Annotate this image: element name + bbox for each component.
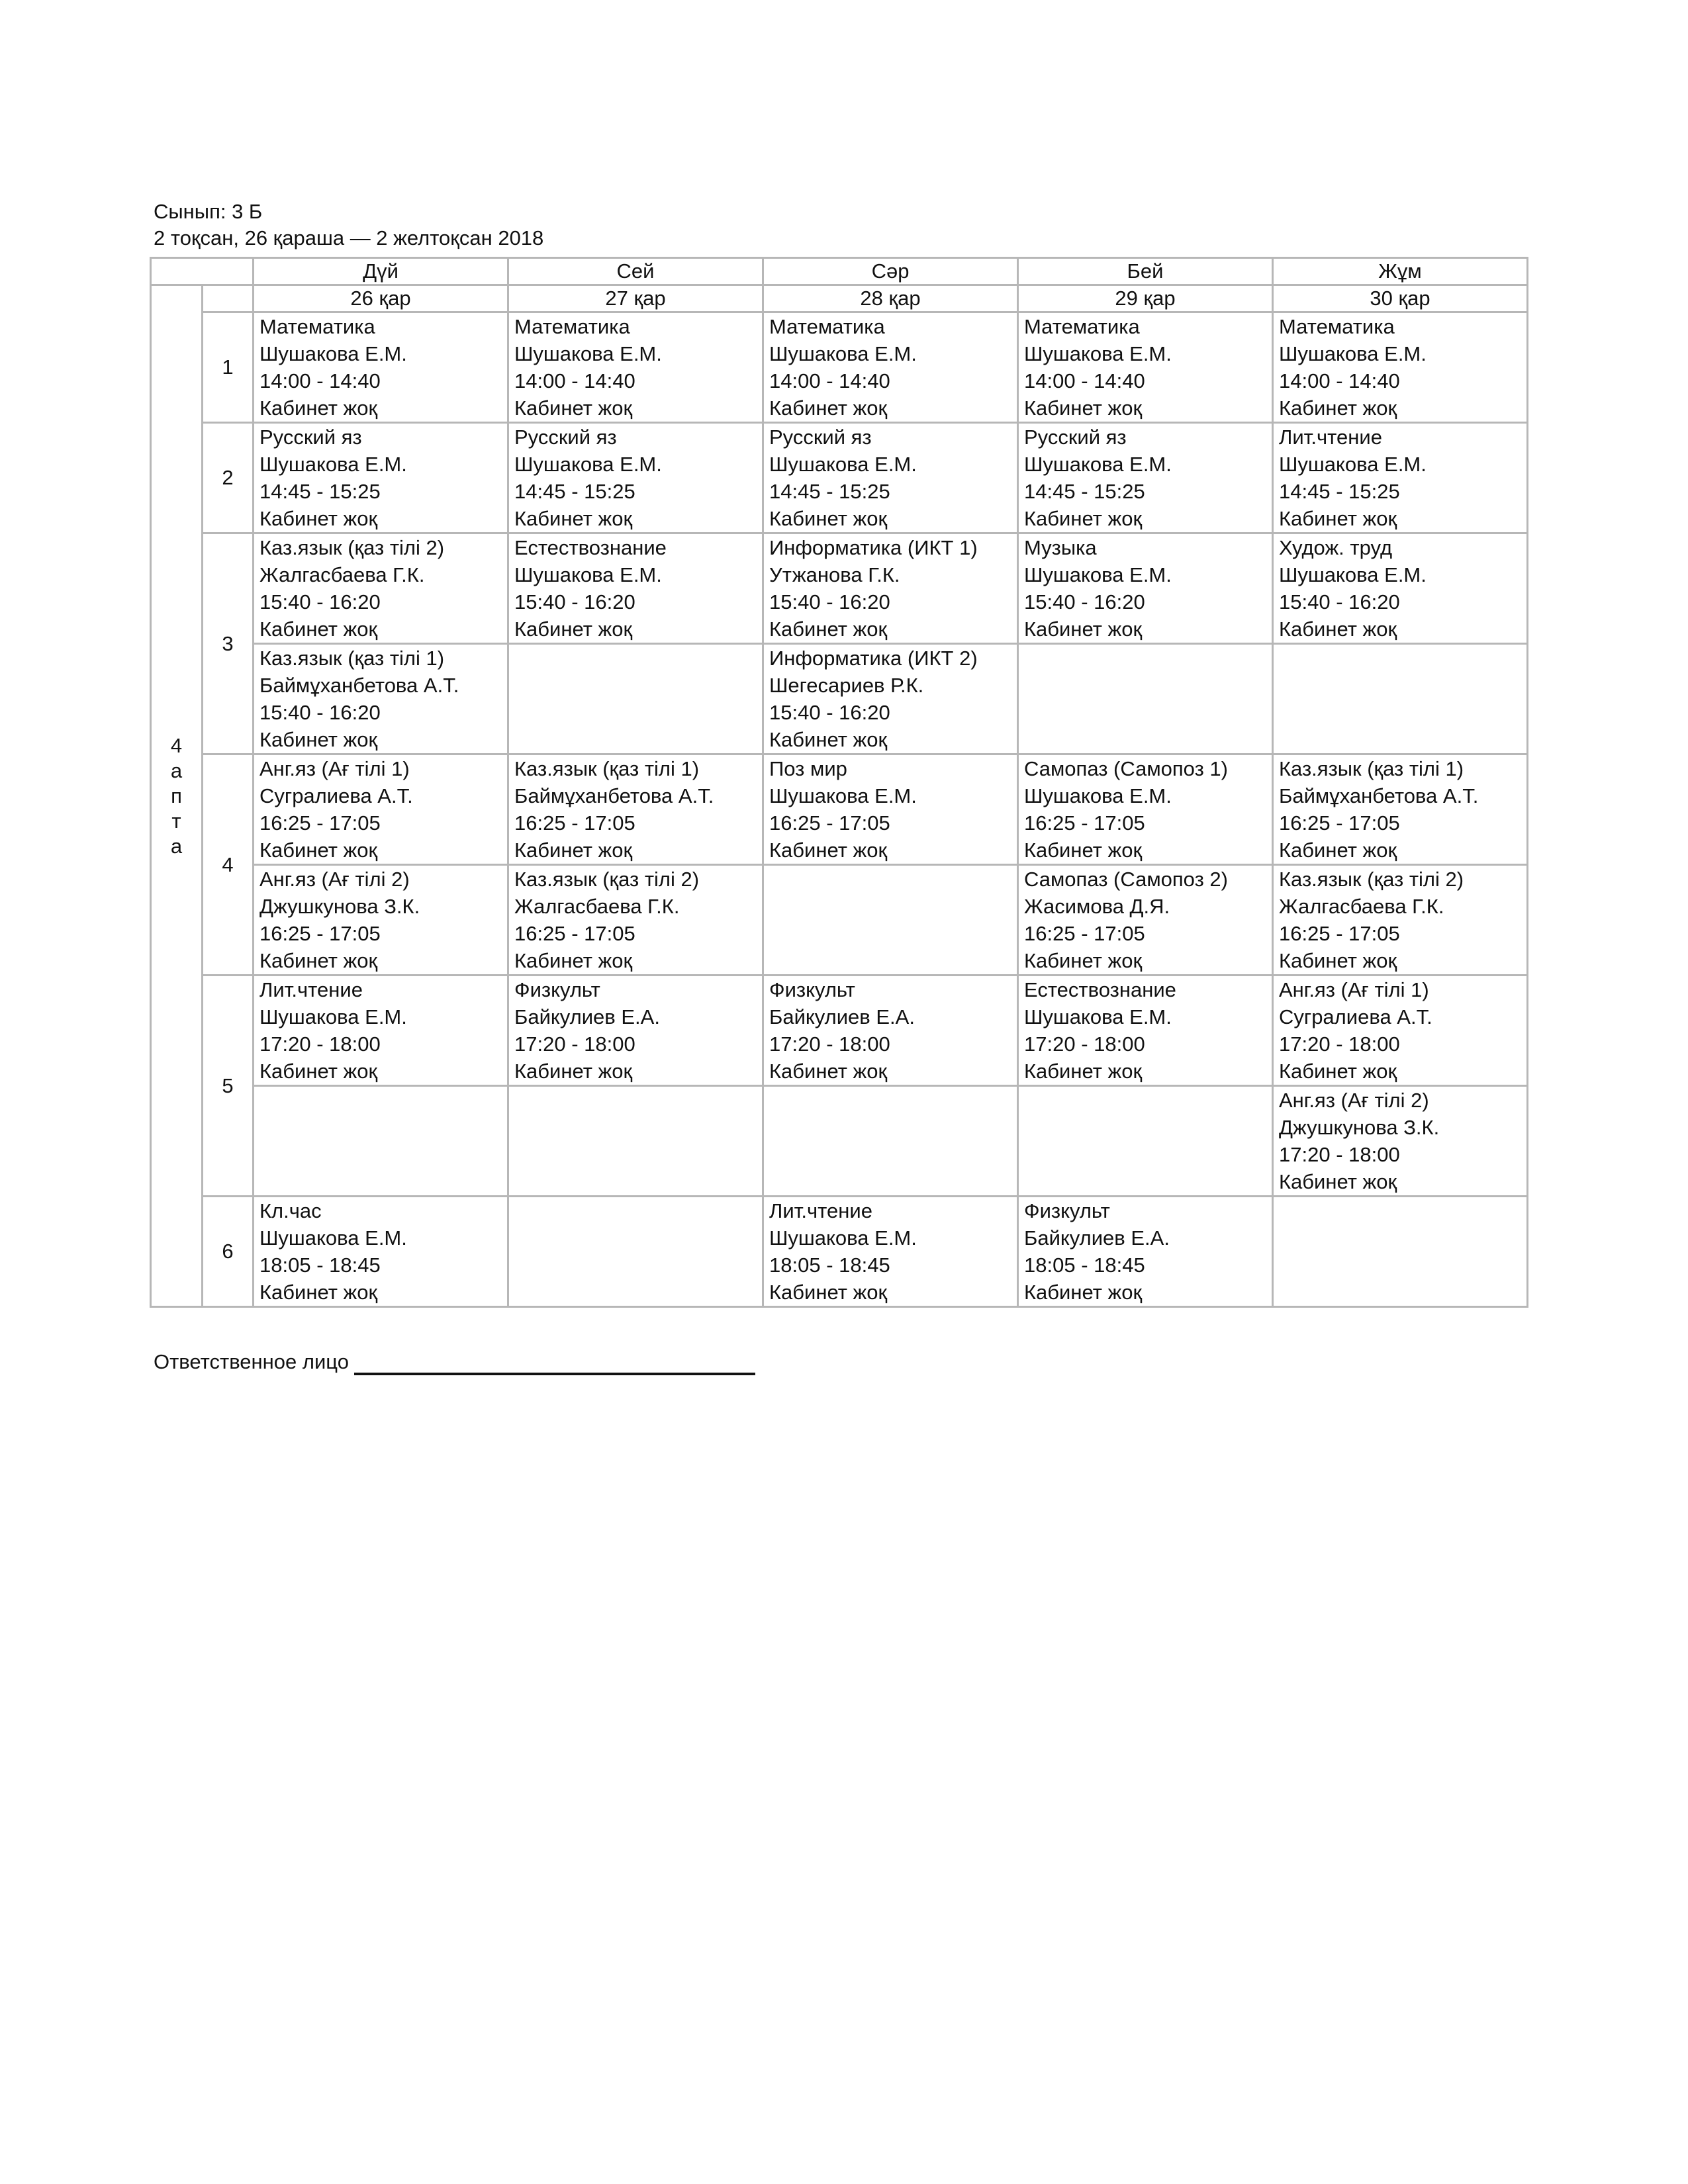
lesson-time: 17:20 - 18:00 bbox=[259, 1032, 381, 1056]
lesson-subject: Анг.яз (Ағ тілі 1) bbox=[1279, 978, 1429, 1001]
lesson-time: 15:40 - 16:20 bbox=[259, 590, 381, 614]
lesson-teacher: Шушакова Е.М. bbox=[259, 1226, 407, 1250]
lesson-room: Кабинет жоқ bbox=[1024, 839, 1143, 862]
lesson-room: Кабинет жоқ bbox=[259, 507, 378, 530]
day-header: Жұм bbox=[1273, 258, 1528, 285]
lesson-subject: Музыка bbox=[1024, 536, 1097, 559]
lesson-teacher: Сугралиева А.Т. bbox=[259, 784, 413, 807]
lesson-room: Кабинет жоқ bbox=[769, 1281, 888, 1304]
lesson-room: Кабинет жоқ bbox=[514, 949, 633, 972]
lesson-room: Кабинет жоқ bbox=[1279, 396, 1397, 420]
lesson-room: Кабинет жоқ bbox=[769, 1060, 888, 1083]
lesson-room: Кабинет жоқ bbox=[769, 617, 888, 641]
lesson-teacher: Баймұханбетова А.Т. bbox=[1279, 784, 1479, 807]
lesson-teacher: Сугралиева А.Т. bbox=[1279, 1005, 1432, 1028]
lesson-time: 16:25 - 17:05 bbox=[1279, 922, 1400, 945]
lesson-cell bbox=[1018, 865, 1273, 976]
lesson-cell bbox=[763, 423, 1018, 533]
lesson-time: 15:40 - 16:20 bbox=[259, 701, 381, 724]
day-header: Сей bbox=[508, 258, 763, 285]
date-header-row bbox=[151, 285, 1528, 312]
lesson-cell bbox=[508, 754, 763, 865]
lesson-time: 17:20 - 18:00 bbox=[769, 1032, 890, 1056]
lesson-row bbox=[151, 644, 1528, 754]
lesson-room: Кабинет жоқ bbox=[259, 1060, 378, 1083]
lesson-room: Кабинет жоқ bbox=[1279, 949, 1397, 972]
lesson-cell bbox=[254, 976, 508, 1086]
lesson-room: Кабинет жоқ bbox=[1024, 617, 1143, 641]
lesson-cell bbox=[763, 644, 1018, 754]
day-header: Дүй bbox=[254, 258, 508, 285]
lesson-time: 14:45 - 15:25 bbox=[1024, 480, 1145, 503]
lesson-subject: Каз.язык (қаз тілі 1) bbox=[1279, 757, 1464, 780]
lesson-cell bbox=[1018, 754, 1273, 865]
lesson-subject: Естествознание bbox=[1024, 978, 1176, 1001]
week-label-char: т bbox=[171, 809, 181, 833]
lesson-cell bbox=[254, 644, 508, 754]
lesson-teacher: Шушакова Е.М. bbox=[259, 453, 407, 476]
lesson-teacher: Шушакова Е.М. bbox=[259, 1005, 407, 1028]
lesson-teacher: Баймұханбетова А.Т. bbox=[259, 674, 459, 697]
schedule-header bbox=[154, 199, 543, 251]
empty-cell bbox=[508, 1086, 763, 1197]
lesson-room: Кабинет жоқ bbox=[769, 728, 888, 751]
lesson-room: Кабинет жоқ bbox=[259, 839, 378, 862]
lesson-subject: Русский яз bbox=[259, 426, 362, 449]
date-header: 28 қар bbox=[763, 285, 1018, 312]
lesson-cell bbox=[1018, 312, 1273, 423]
lesson-teacher: Джушкунова З.К. bbox=[1279, 1116, 1440, 1139]
lesson-number: 3 bbox=[203, 533, 254, 754]
lesson-teacher: Шушакова Е.М. bbox=[769, 1226, 917, 1250]
lesson-subject: Анг.яз (Ағ тілі 2) bbox=[1279, 1089, 1429, 1112]
empty-cell bbox=[763, 1086, 1018, 1197]
lesson-room: Кабинет жоқ bbox=[514, 617, 633, 641]
lesson-subject: Лит.чтение bbox=[769, 1199, 872, 1222]
timetable bbox=[150, 257, 1528, 1308]
lesson-time: 16:25 - 17:05 bbox=[259, 811, 381, 835]
lesson-cell bbox=[1273, 976, 1528, 1086]
lesson-cell bbox=[1273, 1086, 1528, 1197]
day-header-row bbox=[151, 258, 1528, 285]
lesson-time: 14:00 - 14:40 bbox=[259, 369, 381, 392]
day-header: Бей bbox=[1018, 258, 1273, 285]
lesson-time: 15:40 - 16:20 bbox=[514, 590, 635, 614]
week-label bbox=[151, 285, 203, 1307]
lesson-subject: Самопаз (Самопоз 1) bbox=[1024, 757, 1228, 780]
lesson-time: 16:25 - 17:05 bbox=[514, 922, 635, 945]
lesson-subject: Математика bbox=[259, 315, 375, 338]
lesson-row bbox=[151, 754, 1528, 865]
lesson-time: 18:05 - 18:45 bbox=[769, 1253, 890, 1277]
empty-cell bbox=[508, 644, 763, 754]
lesson-subject: Физкульт bbox=[514, 978, 600, 1001]
lesson-time: 14:45 - 15:25 bbox=[769, 480, 890, 503]
lesson-teacher: Шушакова Е.М. bbox=[514, 342, 662, 365]
lesson-row bbox=[151, 312, 1528, 423]
lesson-number: 6 bbox=[203, 1197, 254, 1307]
lesson-time: 14:00 - 14:40 bbox=[514, 369, 635, 392]
lesson-subject: Каз.язык (қаз тілі 2) bbox=[514, 868, 700, 891]
lesson-row bbox=[151, 533, 1528, 644]
lesson-teacher: Утжанова Г.К. bbox=[769, 563, 900, 586]
date-header: 29 қар bbox=[1018, 285, 1273, 312]
responsible-label: Ответственное лицо bbox=[154, 1350, 349, 1373]
lesson-subject: Лит.чтение bbox=[1279, 426, 1382, 449]
lesson-time: 15:40 - 16:20 bbox=[769, 590, 890, 614]
lesson-time: 14:00 - 14:40 bbox=[1279, 369, 1400, 392]
lesson-cell bbox=[508, 976, 763, 1086]
lesson-cell bbox=[254, 423, 508, 533]
lesson-cell bbox=[254, 865, 508, 976]
lesson-cell bbox=[763, 976, 1018, 1086]
lesson-teacher: Шушакова Е.М. bbox=[1024, 1005, 1172, 1028]
lesson-room: Кабинет жоқ bbox=[514, 839, 633, 862]
signature-line bbox=[354, 1350, 755, 1375]
lesson-time: 18:05 - 18:45 bbox=[259, 1253, 381, 1277]
lesson-room: Кабинет жоқ bbox=[1024, 949, 1143, 972]
lesson-subject: Анг.яз (Ағ тілі 1) bbox=[259, 757, 410, 780]
lesson-room: Кабинет жоқ bbox=[1024, 1281, 1143, 1304]
date-header: 27 қар bbox=[508, 285, 763, 312]
lesson-teacher: Шушакова Е.М. bbox=[1024, 563, 1172, 586]
lesson-room: Кабинет жоқ bbox=[259, 728, 378, 751]
week-label-char: п bbox=[171, 784, 182, 807]
lesson-subject: Математика bbox=[769, 315, 885, 338]
lesson-subject: Математика bbox=[1024, 315, 1140, 338]
lesson-cell bbox=[1018, 1197, 1273, 1307]
lesson-subject: Информатика (ИКТ 2) bbox=[769, 647, 978, 670]
lesson-room: Кабинет жоқ bbox=[1024, 1060, 1143, 1083]
day-header: Сәр bbox=[763, 258, 1018, 285]
lesson-subject: Худож. труд bbox=[1279, 536, 1393, 559]
date-corner-cell bbox=[203, 285, 254, 312]
lesson-subject: Каз.язык (қаз тілі 1) bbox=[514, 757, 700, 780]
lesson-teacher: Шушакова Е.М. bbox=[1279, 342, 1427, 365]
lesson-subject: Математика bbox=[514, 315, 630, 338]
lesson-subject: Русский яз bbox=[769, 426, 872, 449]
empty-cell bbox=[508, 1197, 763, 1307]
lesson-subject: Каз.язык (қаз тілі 2) bbox=[259, 536, 445, 559]
date-header: 30 қар bbox=[1273, 285, 1528, 312]
lesson-teacher: Жалгасбаева Г.К. bbox=[514, 895, 680, 918]
lesson-room: Кабинет жоқ bbox=[1279, 507, 1397, 530]
lesson-cell bbox=[1018, 976, 1273, 1086]
lesson-cell bbox=[1018, 533, 1273, 644]
lesson-teacher: Шушакова Е.М. bbox=[259, 342, 407, 365]
lesson-room: Кабинет жоқ bbox=[259, 617, 378, 641]
lesson-subject: Каз.язык (қаз тілі 1) bbox=[259, 647, 445, 670]
lesson-room: Кабинет жоқ bbox=[514, 507, 633, 530]
lesson-teacher: Баймұханбетова А.Т. bbox=[514, 784, 714, 807]
lesson-subject: Естествознание bbox=[514, 536, 667, 559]
lesson-subject: Физкульт bbox=[769, 978, 855, 1001]
lesson-row bbox=[151, 865, 1528, 976]
lesson-room: Кабинет жоқ bbox=[769, 839, 888, 862]
empty-cell bbox=[1018, 1086, 1273, 1197]
empty-cell bbox=[1018, 644, 1273, 754]
lesson-subject: Самопаз (Самопоз 2) bbox=[1024, 868, 1228, 891]
lesson-time: 16:25 - 17:05 bbox=[1024, 811, 1145, 835]
lesson-number: 1 bbox=[203, 312, 254, 423]
signature-block bbox=[154, 1349, 755, 1375]
lesson-teacher: Жалгасбаева Г.К. bbox=[259, 563, 425, 586]
lesson-subject: Поз мир bbox=[769, 757, 847, 780]
lesson-time: 15:40 - 16:20 bbox=[769, 701, 890, 724]
lesson-cell bbox=[763, 1197, 1018, 1307]
lesson-subject: Каз.язык (қаз тілі 2) bbox=[1279, 868, 1464, 891]
lesson-cell bbox=[508, 312, 763, 423]
lesson-time: 16:25 - 17:05 bbox=[514, 811, 635, 835]
date-header: 26 қар bbox=[254, 285, 508, 312]
lesson-subject: Информатика (ИКТ 1) bbox=[769, 536, 978, 559]
lesson-cell bbox=[763, 312, 1018, 423]
lesson-cell bbox=[254, 754, 508, 865]
lesson-room: Кабинет жоқ bbox=[1279, 839, 1397, 862]
week-label-char: 4 bbox=[170, 733, 183, 757]
lesson-row bbox=[151, 1086, 1528, 1197]
lesson-time: 17:20 - 18:00 bbox=[1279, 1143, 1400, 1166]
empty-cell bbox=[254, 1086, 508, 1197]
lesson-time: 14:45 - 15:25 bbox=[514, 480, 635, 503]
lesson-room: Кабинет жоқ bbox=[769, 396, 888, 420]
lesson-room: Кабинет жоқ bbox=[1279, 1170, 1397, 1193]
week-label-char: а bbox=[170, 758, 183, 782]
lesson-time: 17:20 - 18:00 bbox=[1024, 1032, 1145, 1056]
lesson-time: 16:25 - 17:05 bbox=[769, 811, 890, 835]
lesson-teacher: Шушакова Е.М. bbox=[1279, 563, 1427, 586]
lesson-row bbox=[151, 976, 1528, 1086]
class-label: Сынып: 3 Б bbox=[154, 200, 263, 223]
period-label: 2 тоқсан, 26 қараша — 2 желтоқсан 2018 bbox=[154, 226, 544, 250]
lesson-number: 4 bbox=[203, 754, 254, 976]
lesson-teacher: Шушакова Е.М. bbox=[514, 453, 662, 476]
lesson-teacher: Шушакова Е.М. bbox=[1024, 342, 1172, 365]
lesson-cell bbox=[763, 754, 1018, 865]
lesson-time: 16:25 - 17:05 bbox=[1024, 922, 1145, 945]
lesson-room: Кабинет жоқ bbox=[514, 396, 633, 420]
lesson-cell bbox=[1273, 865, 1528, 976]
lesson-cell bbox=[1273, 423, 1528, 533]
lesson-teacher: Жасимова Д.Я. bbox=[1024, 895, 1170, 918]
lesson-row bbox=[151, 1197, 1528, 1307]
lesson-room: Кабинет жоқ bbox=[1024, 507, 1143, 530]
lesson-teacher: Жалгасбаева Г.К. bbox=[1279, 895, 1444, 918]
lesson-row bbox=[151, 423, 1528, 533]
lesson-teacher: Байкулиев Е.А. bbox=[514, 1005, 660, 1028]
lesson-room: Кабинет жоқ bbox=[259, 1281, 378, 1304]
lesson-room: Кабинет жоқ bbox=[259, 949, 378, 972]
lesson-time: 16:25 - 17:05 bbox=[1279, 811, 1400, 835]
lesson-time: 14:00 - 14:40 bbox=[1024, 369, 1145, 392]
lesson-cell bbox=[508, 533, 763, 644]
lesson-number: 5 bbox=[203, 976, 254, 1197]
lesson-teacher: Шушакова Е.М. bbox=[514, 563, 662, 586]
lesson-time: 15:40 - 16:20 bbox=[1024, 590, 1145, 614]
lesson-cell bbox=[1018, 423, 1273, 533]
lesson-teacher: Шушакова Е.М. bbox=[1024, 784, 1172, 807]
lesson-cell bbox=[1273, 533, 1528, 644]
lesson-cell bbox=[254, 533, 508, 644]
lesson-teacher: Шушакова Е.М. bbox=[769, 453, 917, 476]
lesson-cell bbox=[508, 423, 763, 533]
lesson-teacher: Байкулиев Е.А. bbox=[769, 1005, 915, 1028]
lesson-time: 16:25 - 17:05 bbox=[259, 922, 381, 945]
lesson-time: 14:00 - 14:40 bbox=[769, 369, 890, 392]
lesson-room: Кабинет жоқ bbox=[769, 507, 888, 530]
lesson-teacher: Джушкунова З.К. bbox=[259, 895, 420, 918]
corner-cell bbox=[151, 258, 254, 285]
lesson-subject: Русский яз bbox=[1024, 426, 1127, 449]
lesson-subject: Математика bbox=[1279, 315, 1395, 338]
lesson-cell bbox=[763, 533, 1018, 644]
lesson-teacher: Шушакова Е.М. bbox=[769, 342, 917, 365]
lesson-cell bbox=[1273, 312, 1528, 423]
lesson-room: Кабинет жоқ bbox=[1279, 1060, 1397, 1083]
lesson-subject: Лит.чтение bbox=[259, 978, 363, 1001]
lesson-time: 17:20 - 18:00 bbox=[514, 1032, 635, 1056]
lesson-time: 17:20 - 18:00 bbox=[1279, 1032, 1400, 1056]
lesson-room: Кабинет жоқ bbox=[514, 1060, 633, 1083]
lesson-subject: Кл.час bbox=[259, 1199, 322, 1222]
lesson-cell bbox=[508, 865, 763, 976]
lesson-room: Кабинет жоқ bbox=[1279, 617, 1397, 641]
lesson-subject: Русский яз bbox=[514, 426, 617, 449]
lesson-cell bbox=[254, 1197, 508, 1307]
lesson-teacher: Шушакова Е.М. bbox=[1279, 453, 1427, 476]
lesson-time: 14:45 - 15:25 bbox=[259, 480, 381, 503]
lesson-cell bbox=[254, 312, 508, 423]
lesson-time: 15:40 - 16:20 bbox=[1279, 590, 1400, 614]
lesson-room: Кабинет жоқ bbox=[259, 396, 378, 420]
empty-cell bbox=[763, 865, 1018, 976]
lesson-subject: Физкульт bbox=[1024, 1199, 1110, 1222]
lesson-teacher: Шегесариев Р.К. bbox=[769, 674, 924, 697]
empty-cell bbox=[1273, 1197, 1528, 1307]
lesson-subject: Анг.яз (Ағ тілі 2) bbox=[259, 868, 410, 891]
lesson-time: 18:05 - 18:45 bbox=[1024, 1253, 1145, 1277]
lesson-teacher: Шушакова Е.М. bbox=[769, 784, 917, 807]
lesson-time: 14:45 - 15:25 bbox=[1279, 480, 1400, 503]
lesson-cell bbox=[1273, 754, 1528, 865]
empty-cell bbox=[1273, 644, 1528, 754]
week-label-char: а bbox=[170, 834, 183, 858]
lesson-teacher: Шушакова Е.М. bbox=[1024, 453, 1172, 476]
lesson-number: 2 bbox=[203, 423, 254, 533]
lesson-room: Кабинет жоқ bbox=[1024, 396, 1143, 420]
lesson-teacher: Байкулиев Е.А. bbox=[1024, 1226, 1170, 1250]
